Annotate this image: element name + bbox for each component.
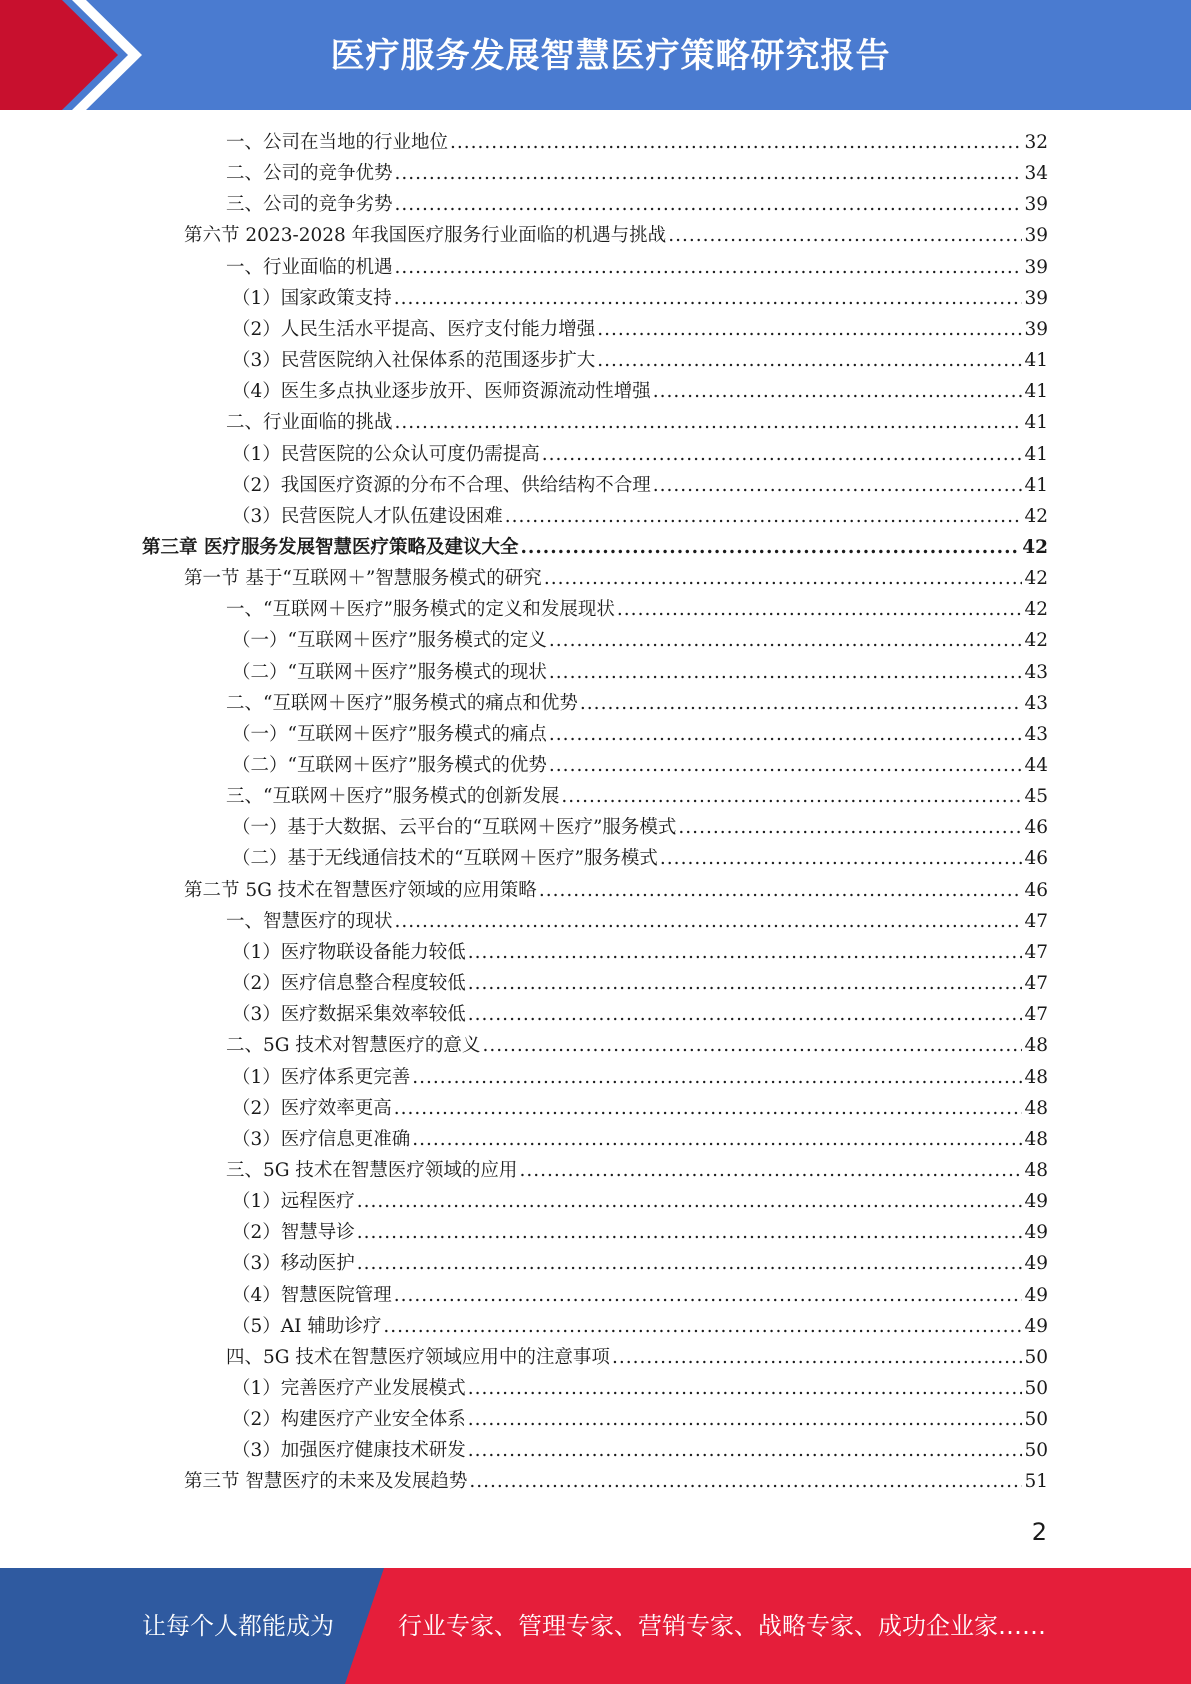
toc-entry-page: 39 xyxy=(1024,318,1048,340)
toc-dot-leader xyxy=(597,345,1022,376)
toc-entry-page: 49 xyxy=(1024,1315,1048,1337)
toc-dot-leader xyxy=(612,1342,1023,1373)
toc-entry-page: 43 xyxy=(1024,692,1048,714)
toc-dot-leader xyxy=(395,252,1023,283)
toc-entry-title: （1）民营医院的公众认可度仍需提高 xyxy=(232,443,540,465)
toc-entry-title: （5）AI 辅助诊疗 xyxy=(232,1315,382,1337)
footer-slogan-right: 行业专家、管理专家、营销专家、战略专家、成功企业家…… xyxy=(398,1612,1046,1640)
toc-entry[interactable] xyxy=(226,1342,1048,1373)
toc-entry-page: 42 xyxy=(1024,630,1048,652)
toc-entry[interactable] xyxy=(232,625,1048,656)
toc-dot-leader xyxy=(539,875,1023,906)
toc-dot-leader xyxy=(394,1093,1023,1124)
toc-entry-page: 48 xyxy=(1024,1128,1048,1150)
toc-entry-title: （4）智慧医院管理 xyxy=(232,1284,392,1306)
toc-dot-leader xyxy=(505,501,1023,532)
toc-entry[interactable] xyxy=(232,968,1048,999)
toc-entry[interactable] xyxy=(232,937,1048,968)
toc-entry-page: 42 xyxy=(1024,568,1048,590)
toc-dot-leader xyxy=(549,625,1023,656)
toc-entry[interactable] xyxy=(232,1062,1048,1093)
toc-entry[interactable] xyxy=(232,1280,1048,1311)
toc-entry-page: 49 xyxy=(1024,1191,1048,1213)
toc-dot-leader xyxy=(468,937,1023,968)
toc-entry-page: 47 xyxy=(1024,973,1048,995)
toc-entry-title: （1）完善医疗产业发展模式 xyxy=(232,1378,466,1399)
toc-dot-leader xyxy=(412,1124,1022,1155)
toc-entry-page: 43 xyxy=(1024,661,1048,683)
toc-dot-leader xyxy=(395,158,1023,189)
toc-dot-leader xyxy=(395,189,1023,220)
toc-entry[interactable] xyxy=(226,1030,1048,1061)
toc-entry-title: （2）构建医疗产业安全体系 xyxy=(232,1409,466,1431)
footer-slogan-left: 让每个人都能成为 xyxy=(142,1612,334,1640)
toc-entry-title: （3）民营医院纳入社保体系的范围逐步扩大 xyxy=(232,350,596,372)
toc-entry-title: 一、“互联网＋医疗”服务模式的定义和发展现状 xyxy=(226,599,615,621)
toc-entry[interactable] xyxy=(232,283,1048,314)
toc-dot-leader xyxy=(660,843,1023,874)
toc-dot-leader xyxy=(520,532,1020,563)
toc-entry-title: （1）远程医疗 xyxy=(232,1191,355,1213)
toc-entry-title: 二、“互联网＋医疗”服务模式的痛点和优势 xyxy=(226,692,578,714)
toc-dot-leader xyxy=(357,1217,1023,1248)
toc-entry-title: （3）医疗数据采集效率较低 xyxy=(232,1004,466,1026)
toc-entry[interactable] xyxy=(226,127,1048,158)
toc-dot-leader xyxy=(394,1280,1023,1311)
toc-entry-title: 二、公司的竞争优势 xyxy=(226,163,393,185)
toc-entry[interactable] xyxy=(232,501,1048,532)
toc-entry[interactable] xyxy=(232,1217,1048,1248)
toc-entry[interactable] xyxy=(226,407,1048,438)
toc-entry-page: 49 xyxy=(1024,1253,1048,1275)
toc-dot-leader xyxy=(668,220,1022,251)
toc-dot-leader xyxy=(468,968,1023,999)
toc-entry-title: （1）医疗物联设备能力较低 xyxy=(232,941,466,963)
toc-entry-title: 第三节 智慧医疗的未来及发展趋势 xyxy=(184,1471,468,1493)
toc-entry-page: 34 xyxy=(1024,163,1048,185)
toc-entry-page: 42 xyxy=(1024,599,1048,621)
toc-dot-leader xyxy=(519,1155,1022,1186)
toc-entry[interactable] xyxy=(232,750,1048,781)
toc-dot-leader xyxy=(468,1373,1023,1404)
toc-entry-title: （一）“互联网＋医疗”服务模式的痛点 xyxy=(232,723,547,745)
toc-entry-page: 47 xyxy=(1024,941,1048,963)
toc-entry-title: （3）加强医疗健康技术研发 xyxy=(232,1440,466,1462)
toc-dot-leader xyxy=(468,1435,1023,1466)
toc-entry[interactable] xyxy=(184,875,1048,906)
toc-entry[interactable] xyxy=(226,1155,1048,1186)
toc-entry-page: 50 xyxy=(1024,1409,1048,1431)
page-number: 2 xyxy=(1031,1518,1047,1546)
toc-dot-leader xyxy=(357,1248,1023,1279)
page-header xyxy=(0,0,1191,110)
toc-entry-title: （一）基于大数据、云平台的“互联网＋医疗”服务模式 xyxy=(232,817,677,839)
toc-dot-leader xyxy=(580,688,1023,719)
toc-entry-page: 41 xyxy=(1024,381,1048,403)
toc-entry-title: （一）“互联网＋医疗”服务模式的定义 xyxy=(232,630,547,652)
toc-entry-title: （二）“互联网＋医疗”服务模式的现状 xyxy=(232,661,547,683)
toc-entry-page: 51 xyxy=(1024,1471,1048,1493)
toc-entry-title: （二）“互联网＋医疗”服务模式的优势 xyxy=(232,755,547,776)
toc-entry-title: （2）医疗信息整合程度较低 xyxy=(232,973,466,995)
toc-entry-title: 第一节 基于“互联网＋”智慧服务模式的研究 xyxy=(184,568,542,590)
toc-dot-leader xyxy=(678,812,1022,843)
toc-entry-title: 第六节 2023-2028 年我国医疗服务行业面临的机遇与挑战 xyxy=(184,225,667,247)
toc-entry[interactable] xyxy=(232,1248,1048,1279)
toc-entry-title: （1）国家政策支持 xyxy=(232,287,392,309)
toc-dot-leader xyxy=(468,1404,1023,1435)
toc-entry[interactable] xyxy=(232,345,1048,376)
toc-entry-page: 46 xyxy=(1024,848,1048,870)
toc-entry-title: 三、5G 技术在智慧医疗领域的应用 xyxy=(226,1159,518,1181)
toc-entry[interactable] xyxy=(226,781,1048,812)
toc-entry-page: 39 xyxy=(1024,225,1048,247)
toc-entry-title: 第二节 5G 技术在智慧医疗领域的应用策略 xyxy=(184,879,537,901)
toc-entry[interactable] xyxy=(232,1404,1048,1435)
toc-entry-title: （3）民营医院人才队伍建设困难 xyxy=(232,505,503,527)
toc-entry-title: 三、“互联网＋医疗”服务模式的创新发展 xyxy=(226,786,560,808)
toc-entry-title: 二、行业面临的挑战 xyxy=(226,412,393,434)
toc-dot-leader xyxy=(412,1062,1022,1093)
toc-dot-leader xyxy=(357,1186,1023,1217)
toc-entry-page: 46 xyxy=(1024,817,1048,839)
toc-entry[interactable] xyxy=(232,843,1048,874)
page-title: 医疗服务发展智慧医疗策略研究报告 xyxy=(330,36,891,76)
toc-entry-title: 四、5G 技术在智慧医疗领域应用中的注意事项 xyxy=(226,1346,610,1368)
toc-entry-title: （2）人民生活水平提高、医疗支付能力增强 xyxy=(232,318,596,340)
toc-entry-title: 一、智慧医疗的现状 xyxy=(226,910,393,932)
toc-dot-leader xyxy=(394,283,1023,314)
toc-dot-leader xyxy=(542,439,1023,470)
toc-dot-leader xyxy=(450,127,1022,158)
toc-entry[interactable] xyxy=(226,189,1048,220)
toc-entry-title: （4）医生多点执业逐步放开、医师资源流动性增强 xyxy=(232,381,651,403)
toc-entry-page: 49 xyxy=(1024,1222,1048,1244)
toc-dot-leader xyxy=(561,781,1022,812)
toc-entry[interactable] xyxy=(232,999,1048,1030)
toc-dot-leader xyxy=(468,999,1023,1030)
toc-entry-title: （二）基于无线通信技术的“互联网＋医疗”服务模式 xyxy=(232,848,658,870)
toc-entry[interactable] xyxy=(142,532,1048,563)
toc-entry-page: 44 xyxy=(1024,755,1048,776)
toc-entry[interactable] xyxy=(232,657,1048,688)
toc-entry[interactable] xyxy=(226,252,1048,283)
toc-entry-page: 50 xyxy=(1024,1346,1048,1368)
toc-entry-page: 47 xyxy=(1024,1004,1048,1026)
toc-entry-title: 第三章 医疗服务发展智慧医疗策略及建议大全 xyxy=(142,536,519,558)
toc-entry-page: 39 xyxy=(1024,194,1048,216)
toc-entry[interactable] xyxy=(184,1466,1048,1497)
toc-entry-page: 45 xyxy=(1024,786,1048,808)
toc-entry-page: 41 xyxy=(1024,474,1048,496)
toc-entry-page: 41 xyxy=(1024,443,1048,465)
toc-entry-title: 三、公司的竞争劣势 xyxy=(226,194,393,216)
toc-entry[interactable] xyxy=(232,1435,1048,1466)
toc-dot-leader xyxy=(653,376,1023,407)
toc-entry[interactable] xyxy=(184,220,1048,251)
toc-entry-page: 43 xyxy=(1024,723,1048,745)
toc-entry[interactable] xyxy=(226,688,1048,719)
toc-entry-title: （3）医疗信息更准确 xyxy=(232,1128,411,1150)
toc-entry-title: （2）智慧导诊 xyxy=(232,1222,355,1244)
toc-dot-leader xyxy=(549,750,1023,781)
toc-entry[interactable] xyxy=(232,1124,1048,1155)
toc-entry-page: 42 xyxy=(1024,505,1048,527)
toc-entry[interactable] xyxy=(232,812,1048,843)
toc-entry-page: 39 xyxy=(1024,256,1048,278)
toc-entry[interactable] xyxy=(184,563,1048,594)
toc-dot-leader xyxy=(597,314,1022,345)
toc-entry-page: 50 xyxy=(1024,1378,1048,1399)
toc-entry-title: （2）我国医疗资源的分布不合理、供给结构不合理 xyxy=(232,474,651,496)
toc-entry-title: 一、行业面临的机遇 xyxy=(226,256,393,278)
toc-entry[interactable] xyxy=(226,158,1048,189)
toc-entry-page: 48 xyxy=(1024,1159,1048,1181)
toc-entry[interactable] xyxy=(232,719,1048,750)
toc-entry-page: 32 xyxy=(1024,132,1048,153)
toc-entry[interactable] xyxy=(232,1093,1048,1124)
toc-dot-leader xyxy=(544,563,1023,594)
toc-dot-leader xyxy=(549,657,1023,688)
toc-entry-page: 41 xyxy=(1024,412,1048,434)
toc-entry[interactable] xyxy=(232,1186,1048,1217)
toc-entry[interactable] xyxy=(232,1373,1048,1404)
toc-dot-leader xyxy=(395,407,1023,438)
toc-dot-leader xyxy=(482,1030,1022,1061)
toc-entry-page: 39 xyxy=(1024,287,1048,309)
toc-entry-title: 一、公司在当地的行业地位 xyxy=(226,132,449,153)
toc-entry-page: 47 xyxy=(1024,910,1048,932)
toc-entry[interactable] xyxy=(232,314,1048,345)
toc-entry-title: （1）医疗体系更完善 xyxy=(232,1066,411,1088)
toc-entry-title: （2）医疗效率更高 xyxy=(232,1097,392,1119)
toc-entry-page: 49 xyxy=(1024,1284,1048,1306)
toc-entry[interactable] xyxy=(232,376,1048,407)
toc-dot-leader xyxy=(549,719,1023,750)
toc-entry[interactable] xyxy=(226,594,1048,625)
toc-dot-leader xyxy=(383,1311,1022,1342)
toc-entry[interactable] xyxy=(232,470,1048,501)
toc-dot-leader xyxy=(653,470,1023,501)
toc-entry-page: 48 xyxy=(1024,1035,1048,1057)
toc-entry-page: 41 xyxy=(1024,350,1048,372)
toc-entry-page: 42 xyxy=(1022,536,1048,558)
toc-entry-title: （3）移动医护 xyxy=(232,1253,355,1275)
toc-entry-page: 46 xyxy=(1024,879,1048,901)
toc-entry-page: 50 xyxy=(1024,1440,1048,1462)
page-footer xyxy=(0,1568,1191,1684)
toc-entry[interactable] xyxy=(232,1311,1048,1342)
toc-entry[interactable] xyxy=(226,906,1048,937)
toc-entry-title: 二、5G 技术对智慧医疗的意义 xyxy=(226,1035,481,1057)
toc-entry-page: 48 xyxy=(1024,1066,1048,1088)
toc-entry-page: 48 xyxy=(1024,1097,1048,1119)
toc-dot-leader xyxy=(469,1466,1022,1497)
toc-entry[interactable] xyxy=(232,439,1048,470)
toc-dot-leader xyxy=(395,906,1023,937)
toc-dot-leader xyxy=(617,594,1023,625)
